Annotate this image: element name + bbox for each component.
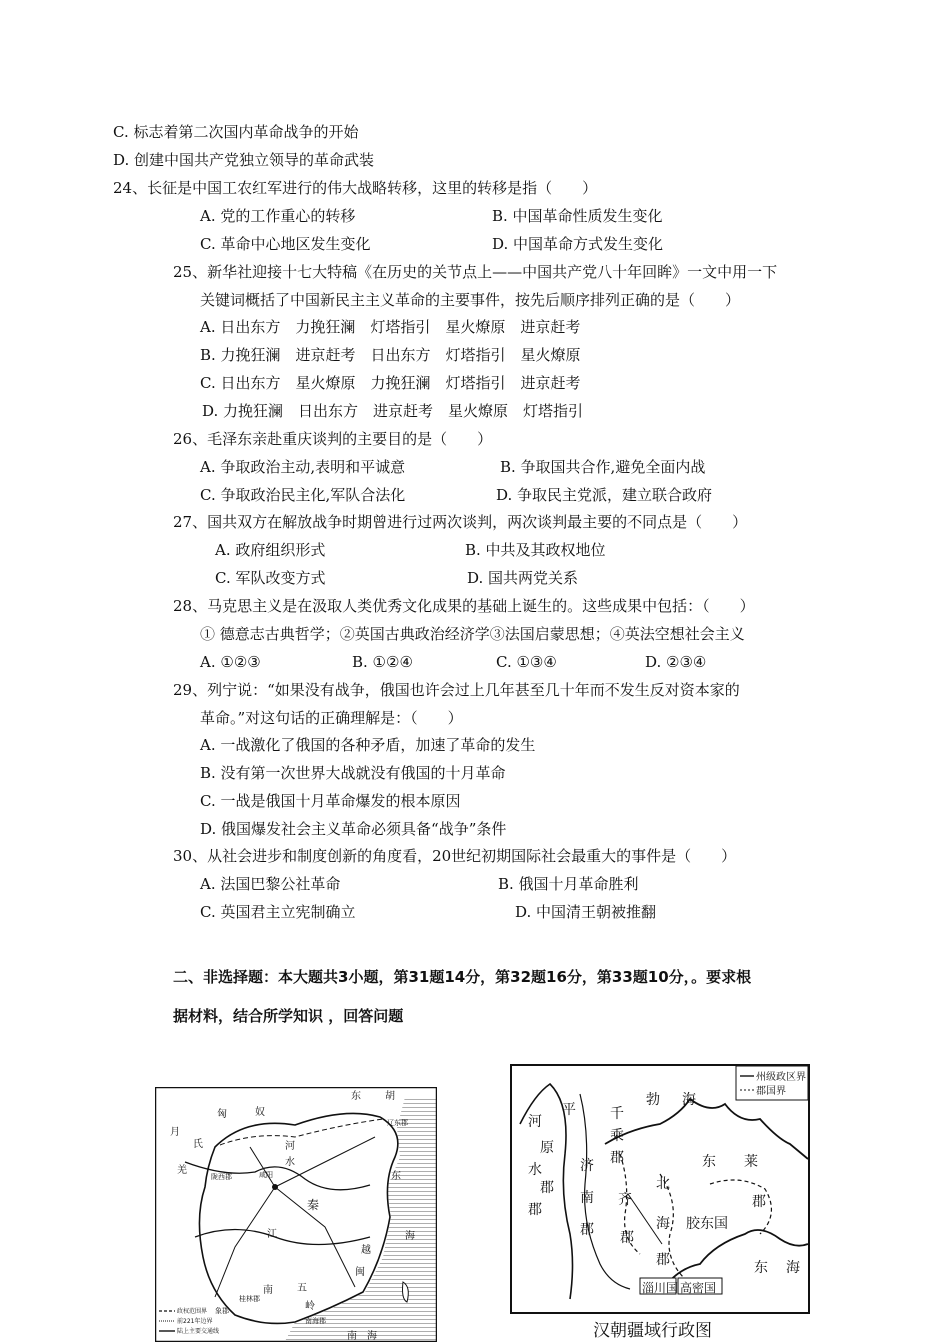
- section2-heading-line2: 据材料，结合所学知识 ，回答问题: [173, 1007, 404, 1025]
- map-label-pingyuan-3: 郡: [540, 1180, 554, 1196]
- q30-stem: 30、从社会进步和制度创新的角度看，20世纪初期国际社会最重大的事件是（ ）: [173, 847, 737, 865]
- q24-option-b: B. 中国革命性质发生变化: [492, 207, 663, 225]
- q28-option-a: A. ①②③: [200, 653, 261, 671]
- legend-left-roads: 陆上主要交通线: [177, 1328, 220, 1335]
- map-label-qijun-2: 郡: [620, 1230, 634, 1246]
- q29-option-d: D. 俄国爆发社会主义革命必须具备“战争”条件: [200, 820, 507, 838]
- legend-left-boundary: 政权范围界: [177, 1308, 208, 1315]
- q25-option-b: B. 力挽狂澜 进京赶考 日出东方 灯塔指引 星火燎原: [200, 346, 581, 364]
- map-label-donghu-2: 胡: [385, 1091, 395, 1102]
- map-label-pingyuan-1: 平: [562, 1102, 576, 1118]
- map-label-wu: 五: [297, 1283, 307, 1294]
- map-label-donglai-3: 郡: [752, 1194, 766, 1210]
- qin-territory-map: [155, 1087, 437, 1342]
- map-label-zichuan: 淄川国: [642, 1281, 679, 1295]
- map-label-dong: 东: [391, 1171, 401, 1182]
- map-label-nanhai-jun: 南海郡: [305, 1317, 326, 1325]
- q27-option-d: D. 国共两党关系: [467, 569, 579, 587]
- map-label-qin: 秦: [307, 1198, 320, 1212]
- q30-option-b: B. 俄国十月革命胜利: [498, 875, 639, 893]
- han-administrative-map: [510, 1064, 810, 1314]
- q26-option-b: B. 争取国共合作,避免全面内战: [500, 458, 706, 476]
- map-label-qijun-1: 齐: [618, 1192, 632, 1208]
- q25-option-c: C. 日出东方 星火燎原 力挽狂澜 灯塔指引 进京赶考: [200, 374, 581, 392]
- q30-option-c: C. 英国君主立宪制确立: [200, 903, 356, 921]
- map-label-xiongnu-2: 奴: [255, 1107, 265, 1118]
- map-label-xiongnu-1: 匈: [217, 1109, 227, 1120]
- map-label-yuezhi-2: 氏: [193, 1139, 203, 1150]
- map-label-pingyuan-2: 原: [540, 1140, 554, 1156]
- q26-option-c: C. 争取政治民主化,军队合法化: [200, 486, 406, 504]
- q29-stem-2: 革命。”对这句话的正确理解是：（ ）: [200, 709, 463, 727]
- map-label-nanhai-1: 南: [347, 1331, 357, 1342]
- map-label-beihai-1: 北: [656, 1176, 670, 1192]
- q24-option-d: D. 中国革命方式发生变化: [492, 235, 664, 253]
- map-label-shui: 水: [285, 1157, 295, 1168]
- map-label-ling: 岭: [305, 1301, 315, 1312]
- map-label-nan: 南: [263, 1285, 273, 1296]
- q23-option-c: C. 标志着第二次国内革命战争的开始: [113, 123, 359, 141]
- q25-stem-2: 关键词概括了中国新民主主义革命的主要事件，按先后顺序排列正确的是（ ）: [200, 291, 741, 309]
- map-label-xianyang: 咸阳: [259, 1171, 273, 1179]
- map-label-qiang: 羌: [177, 1165, 187, 1176]
- map-label-jiang: 江: [267, 1229, 277, 1240]
- map-label-jinan-2: 南: [580, 1190, 594, 1206]
- q25-option-d: D. 力挽狂澜 日出东方 进京赶考 星火燎原 灯塔指引: [202, 402, 584, 420]
- map-label-hai: 海: [405, 1231, 415, 1242]
- q26-option-a: A. 争取政治主动,表明和平诚意: [200, 458, 406, 476]
- q28-option-d: D. ②③④: [645, 653, 707, 671]
- legend-left-border-221: 前221年边界: [177, 1318, 213, 1325]
- map-label-nanhai-2: 海: [367, 1331, 377, 1342]
- legend-right-province: 州级政区界: [756, 1072, 806, 1083]
- q29-option-b: B. 没有第一次世界大战就没有俄国的十月革命: [200, 764, 506, 782]
- map-label-yuezhi-1: 月: [170, 1127, 180, 1138]
- q29-option-c: C. 一战是俄国十月革命爆发的根本原因: [200, 792, 461, 810]
- map-label-donglai-2: 莱: [744, 1154, 758, 1170]
- q24-stem: 24、长征是中国工农红军进行的伟大战略转移，这里的转移是指（ ）: [113, 179, 598, 197]
- q27-option-c: C. 军队改变方式: [215, 569, 326, 587]
- map-label-guilin: 桂林郡: [239, 1295, 260, 1303]
- q24-option-a: A. 党的工作重心的转移: [200, 207, 356, 225]
- q25-option-a: A. 日出东方 力挽狂澜 灯塔指引 星火燎原 进京赶考: [200, 318, 581, 336]
- q28-option-c: C. ①③④: [496, 653, 557, 671]
- map-label-jinan-1: 济: [580, 1158, 594, 1174]
- map-label-donglai-1: 东: [702, 1154, 716, 1170]
- q26-option-d: D. 争取民主党派，建立联合政府: [496, 486, 713, 504]
- q30-option-a: A. 法国巴黎公社革命: [200, 875, 341, 893]
- legend-right-commandery: 郡国界: [756, 1086, 786, 1097]
- map-label-liaodong: 辽东郡: [387, 1119, 408, 1127]
- q26-stem: 26、毛泽东亲赴重庆谈判的主要目的是（ ）: [173, 430, 493, 448]
- han-map-caption: 汉朝疆域行政图: [593, 1321, 712, 1341]
- q23-option-d: D. 创建中国共产党独立领导的革命武装: [113, 151, 375, 169]
- map-label-longxi: 陇西郡: [211, 1173, 232, 1181]
- map-label-qiancheng-3: 郡: [610, 1150, 624, 1166]
- map-label-he: 河: [285, 1141, 295, 1152]
- q29-stem-1: 29、列宁说：“如果没有战争，俄国也许会过上几年甚至几十年而不发生反对资本家的: [173, 681, 740, 699]
- map-label-yue: 越: [361, 1245, 371, 1256]
- map-label-jiaodong: 胶东国: [686, 1216, 728, 1232]
- map-label-beihai-3: 郡: [656, 1252, 670, 1268]
- q29-option-a: A. 一战激化了俄国的各种矛盾，加速了革命的发生: [200, 736, 536, 754]
- q30-option-d: D. 中国清王朝被推翻: [515, 903, 657, 921]
- q25-stem-1: 25、新华社迎接十七大特稿《在历史的关节点上——中国共产党八十年回眸》一文中用一下: [173, 263, 778, 281]
- map-label-jinan-3: 郡: [580, 1222, 594, 1238]
- q27-stem: 27、国共双方在解放战争时期曾进行过两次谈判，两次谈判最主要的不同点是（ ）: [173, 513, 748, 531]
- q28-items: ① 德意志古典哲学；②英国古典政治经济学③法国启蒙思想；④英法空想社会主义: [200, 625, 745, 643]
- q24-option-c: C. 革命中心地区发生变化: [200, 235, 371, 253]
- map-label-beihai-2: 海: [656, 1216, 670, 1232]
- map-label-donghai-2: 海: [786, 1260, 800, 1276]
- map-label-xiangjun: 象郡: [215, 1307, 229, 1315]
- map-label-bohai-1: 勃: [646, 1092, 660, 1108]
- map-label-heshui-3: 郡: [528, 1202, 542, 1218]
- q27-option-b: B. 中共及其政权地位: [465, 541, 606, 559]
- q27-option-a: A. 政府组织形式: [215, 541, 326, 559]
- map-label-min: 闽: [355, 1267, 365, 1278]
- map-label-donghai-1: 东: [754, 1260, 768, 1276]
- map-label-bohai-2: 海: [682, 1092, 696, 1108]
- section2-heading-line1: 二、非选择题：本大题共3小题，第31题14分，第32题16分，第33题10分，。要求根: [173, 968, 752, 986]
- map-label-donghu-1: 东: [351, 1091, 361, 1102]
- q28-stem: 28、马克思主义是在汲取人类优秀文化成果的基础上诞生的。这些成果中包括：（ ）: [173, 597, 755, 615]
- map-label-gaomi: 高密国: [680, 1281, 717, 1295]
- map-label-heshui-1: 河: [528, 1114, 542, 1130]
- map-label-qiancheng-2: 乘: [610, 1128, 624, 1144]
- q28-option-b: B. ①②④: [352, 653, 413, 671]
- map-label-qiancheng-1: 千: [610, 1106, 624, 1122]
- map-label-heshui-2: 水: [528, 1162, 542, 1178]
